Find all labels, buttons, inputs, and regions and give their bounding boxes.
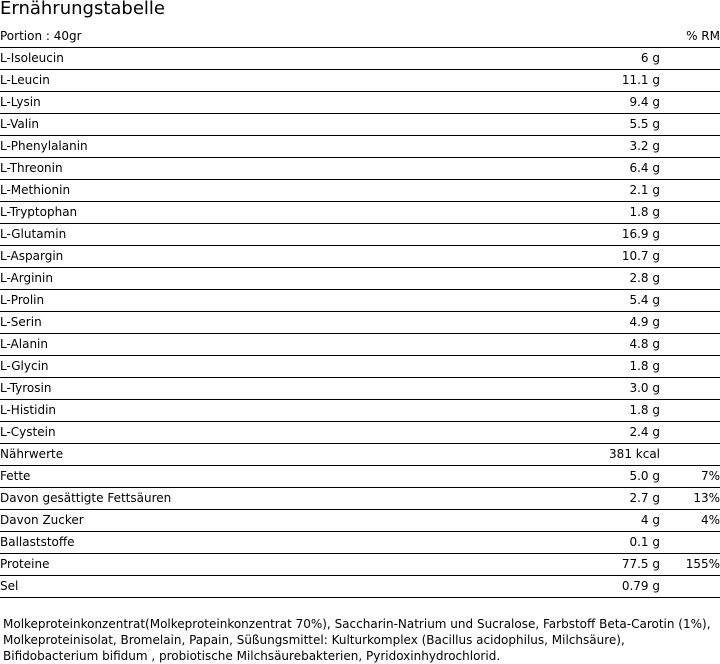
nutrient-amount: 2.7 g [500, 488, 660, 510]
nutrient-name: L-Lysin [0, 92, 500, 114]
nutrient-name: Proteine [0, 554, 500, 576]
nutrient-rm [660, 136, 720, 158]
table-row [0, 378, 720, 400]
table-row [0, 334, 720, 356]
table-row [0, 444, 720, 466]
nutrition-table [0, 26, 720, 598]
table-row [0, 48, 720, 70]
nutrient-name: Sel [0, 576, 500, 598]
table-row [0, 180, 720, 202]
table-row [0, 356, 720, 378]
table-row [0, 422, 720, 444]
amount-header [500, 26, 660, 48]
nutrient-name: L-Serin [0, 312, 500, 334]
nutrient-rm [660, 70, 720, 92]
nutrient-amount: 10.7 g [500, 246, 660, 268]
rm-header: % RM [660, 26, 720, 48]
table-row [0, 312, 720, 334]
nutrient-amount: 6 g [500, 48, 660, 70]
table-row [0, 158, 720, 180]
nutrient-name: Davon Zucker [0, 510, 500, 532]
nutrient-amount: 5.4 g [500, 290, 660, 312]
table-row [0, 114, 720, 136]
nutrient-amount: 2.8 g [500, 268, 660, 290]
nutrient-rm [660, 92, 720, 114]
nutrient-rm [660, 576, 720, 598]
nutrient-name: L-Isoleucin [0, 48, 500, 70]
nutrient-rm [660, 290, 720, 312]
table-row [0, 488, 720, 510]
nutrient-name: L-Threonin [0, 158, 500, 180]
nutrient-amount: 3.2 g [500, 136, 660, 158]
nutrient-name: L-Valin [0, 114, 500, 136]
nutrient-name: Nährwerte [0, 444, 500, 466]
nutrient-amount: 4.9 g [500, 312, 660, 334]
table-row [0, 92, 720, 114]
nutrient-amount: 381 kcal [500, 444, 660, 466]
nutrient-amount: 11.1 g [500, 70, 660, 92]
nutrient-amount: 1.8 g [500, 356, 660, 378]
nutrient-amount: 77.5 g [500, 554, 660, 576]
nutrient-amount: 1.8 g [500, 400, 660, 422]
nutrient-rm [660, 444, 720, 466]
table-row [0, 466, 720, 488]
nutrient-rm: 7% [660, 466, 720, 488]
nutrient-rm [660, 334, 720, 356]
nutrient-name: L-Methionin [0, 180, 500, 202]
table-row [0, 224, 720, 246]
nutrient-amount: 1.8 g [500, 202, 660, 224]
table-row [0, 510, 720, 532]
nutrient-rm: 4% [660, 510, 720, 532]
table-row [0, 576, 720, 598]
nutrient-rm [660, 532, 720, 554]
nutrient-amount: 4 g [500, 510, 660, 532]
table-row [0, 554, 720, 576]
nutrient-rm [660, 246, 720, 268]
table-row [0, 70, 720, 92]
table-row [0, 290, 720, 312]
table-row [0, 400, 720, 422]
nutrient-amount: 2.1 g [500, 180, 660, 202]
nutrient-name: L-Leucin [0, 70, 500, 92]
table-row [0, 268, 720, 290]
nutrient-name: L-Prolin [0, 290, 500, 312]
table-row [0, 246, 720, 268]
nutrient-rm [660, 114, 720, 136]
nutrient-rm: 155% [660, 554, 720, 576]
nutrient-rm [660, 378, 720, 400]
nutrient-name: L-Phenylalanin [0, 136, 500, 158]
nutrient-name: Ballaststoffe [0, 532, 500, 554]
nutrient-rm [660, 268, 720, 290]
nutrient-rm [660, 202, 720, 224]
nutrient-name: L-Aspargin [0, 246, 500, 268]
table-row [0, 532, 720, 554]
nutrient-name: L-Tryptophan [0, 202, 500, 224]
nutrient-rm [660, 422, 720, 444]
portion-label: Portion : 40gr [0, 26, 500, 48]
nutrient-rm [660, 400, 720, 422]
nutrient-name: L-Histidin [0, 400, 500, 422]
nutrient-rm [660, 312, 720, 334]
table-header-row [0, 26, 720, 48]
nutrient-name: Fette [0, 466, 500, 488]
nutrient-amount: 5.0 g [500, 466, 660, 488]
ingredients-text: Molkeproteinkonzentrat(Molkeproteinkonzentrat 70%), Saccharin-Natrium und Sucralose, Farbstoff Beta-Carotin (1%), Molkeproteinisolat, Bromelain, Papain, Süßungsmittel: Kulturkomplex (Bacillus acidophilus, Milchsäure), Bifidobacterium bifidum , probiotische Milchsäurebakterien, Pyridoxinhydrochlorid. [3, 617, 711, 663]
nutrient-rm [660, 158, 720, 180]
nutrient-amount: 4.8 g [500, 334, 660, 356]
nutrient-name: L-Tyrosin [0, 378, 500, 400]
page-title: Ernährungstabelle [0, 0, 165, 19]
nutrient-name: L-Alanin [0, 334, 500, 356]
nutrient-name: L-Glutamin [0, 224, 500, 246]
nutrient-name: Davon gesättigte Fettsäuren [0, 488, 500, 510]
nutrient-rm [660, 180, 720, 202]
table-row [0, 136, 720, 158]
table-row [0, 202, 720, 224]
nutrient-amount: 0.79 g [500, 576, 660, 598]
nutrient-amount: 6.4 g [500, 158, 660, 180]
nutrient-amount: 0.1 g [500, 532, 660, 554]
nutrient-amount: 16.9 g [500, 224, 660, 246]
nutrient-name: L-Glycin [0, 356, 500, 378]
nutrient-amount: 9.4 g [500, 92, 660, 114]
nutrient-amount: 3.0 g [500, 378, 660, 400]
nutrient-rm [660, 48, 720, 70]
nutrient-rm [660, 224, 720, 246]
nutrient-rm: 13% [660, 488, 720, 510]
nutrient-name: L-Arginin [0, 268, 500, 290]
nutrient-amount: 2.4 g [500, 422, 660, 444]
nutrient-rm [660, 356, 720, 378]
nutrient-amount: 5.5 g [500, 114, 660, 136]
nutrient-name: L-Cystein [0, 422, 500, 444]
